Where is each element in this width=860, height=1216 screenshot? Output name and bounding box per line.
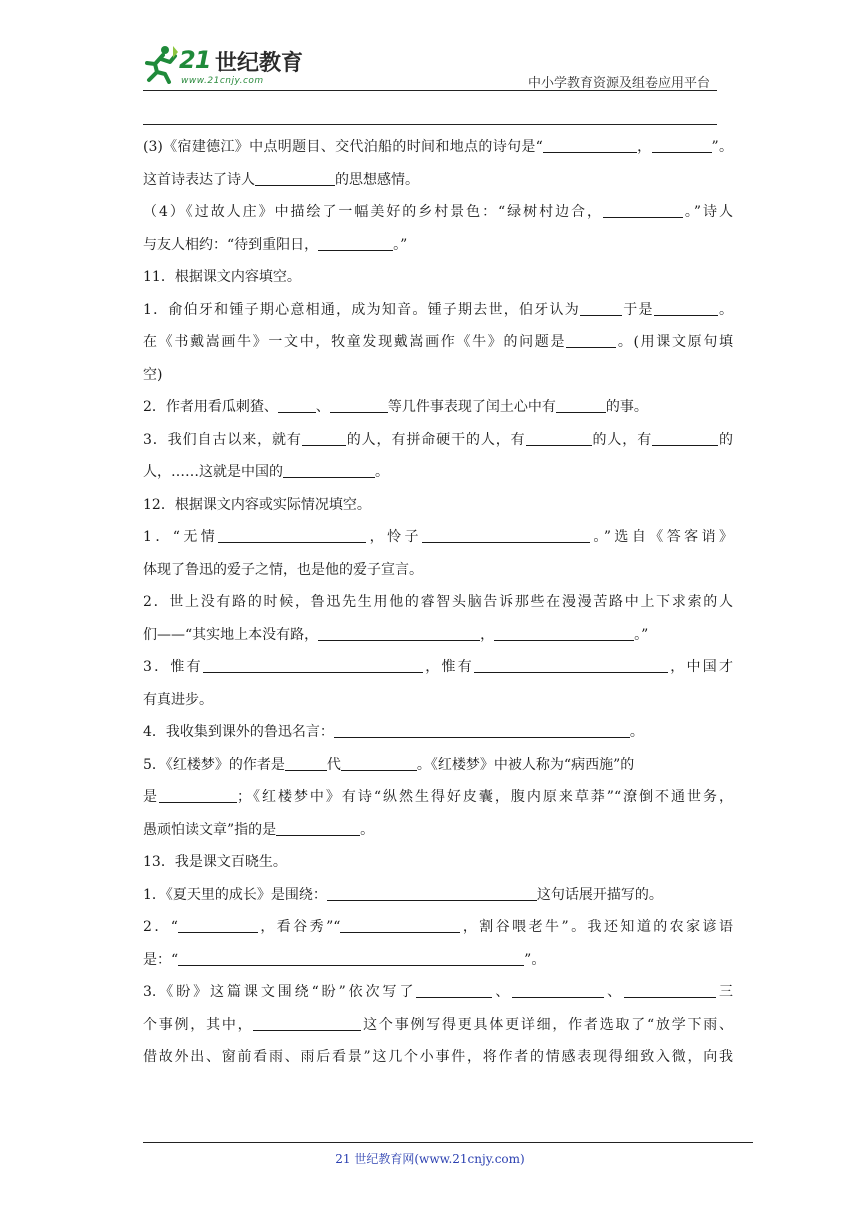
text-line: 2．作者用看瓜刺猹、 、 等几件事表现了闰土心中有 的事。 — [143, 391, 733, 424]
answer-blank[interactable] — [178, 916, 258, 933]
text-line: 体现了鲁迅的爱子之情，也是他的爱子宣言。 — [143, 561, 423, 578]
text-line: 2．世上没有路的时候，鲁迅先生用他的睿智头脑告诉那些在漫漫苦路中上下求索的人 — [143, 594, 733, 610]
answer-blank[interactable] — [422, 526, 590, 543]
text-line: (3)《宿建德江》中点明题目、交代泊船的时间和地点的诗句是“ ， ”。 — [143, 131, 733, 164]
text-line: 这首诗表达了诗人 的思想感情。 — [143, 164, 733, 197]
text-line: 是 ；《红楼梦中》有诗“纵然生得好皮囊，腹内原来草莽”“潦倒不通世务， — [143, 781, 733, 814]
answer-blank[interactable] — [318, 624, 480, 641]
header-divider — [143, 90, 717, 91]
answer-blank[interactable] — [624, 981, 716, 998]
text-line: 1．《夏天里的成长》是围绕： 这句话展开描写的。 — [143, 879, 733, 912]
answer-blank[interactable] — [278, 396, 316, 413]
text-line: 们——“其实地上本没有路， ， 。” — [143, 619, 733, 652]
answer-blank[interactable] — [654, 299, 718, 316]
answer-blank[interactable] — [580, 299, 622, 316]
text-line: 借故外出、窗前看雨、雨后看景”这几个小事件，将作者的情感表现得细致入微，向我 — [143, 1049, 733, 1065]
answer-blank[interactable] — [255, 169, 335, 186]
runner-icon — [143, 44, 179, 84]
answer-blank[interactable] — [652, 136, 712, 153]
text-line: 1．“无情 ，怜子 。”选自《答客诮》 — [143, 521, 733, 554]
logo-text: 世纪教育 — [215, 51, 304, 76]
text-line: 与友人相约：“待到重阳日， 。” — [143, 229, 733, 262]
answer-blank[interactable] — [327, 884, 537, 901]
text-line: （4）《过故人庄》中描绘了一幅美好的乡村景色：“绿树村边合， 。”诗人 — [143, 196, 733, 229]
page-header — [0, 0, 860, 130]
site-logo[interactable] — [143, 44, 313, 94]
answer-blank[interactable] — [474, 656, 668, 673]
logo-url: www.21cnjy.com — [181, 76, 264, 86]
text-line: 3．我们自古以来，就有 的人，有拼命硬干的人，有 的人，有 的 — [143, 424, 733, 457]
text-line: 人，……这就是中国的 。 — [143, 456, 733, 489]
text-line: 空) — [143, 366, 163, 383]
text-line: 4．我收集到课外的鲁迅名言： 。 — [143, 716, 733, 749]
footer-link[interactable]: 21 世纪教育网(www.21cnjy.com) — [335, 1152, 525, 1166]
text-line: 2．“ ，看谷秀”“ ，割谷喂老牛”。我还知道的农家谚语 — [143, 911, 733, 944]
content-top-rule — [143, 124, 717, 125]
answer-blank[interactable] — [285, 754, 327, 771]
text-line: 3．惟有 ，惟有 ，中国才 — [143, 651, 733, 684]
answer-blank[interactable] — [512, 981, 604, 998]
question-heading: 12．根据课文内容或实际情况填空。 — [143, 496, 371, 513]
answer-blank[interactable] — [178, 949, 524, 966]
answer-blank[interactable] — [218, 526, 366, 543]
footer-divider — [143, 1142, 753, 1143]
answer-blank[interactable] — [494, 624, 634, 641]
answer-blank[interactable] — [253, 1014, 361, 1031]
answer-blank[interactable] — [526, 429, 592, 446]
answer-blank[interactable] — [330, 396, 388, 413]
text-line: 3.《盼》这篇课文围绕“盼”依次写了 、 、 三 — [143, 976, 733, 1009]
text-line: 有真进步。 — [143, 691, 213, 708]
answer-blank[interactable] — [340, 916, 460, 933]
answer-blank[interactable] — [556, 396, 606, 413]
answer-blank[interactable] — [652, 429, 718, 446]
answer-blank[interactable] — [416, 981, 492, 998]
worksheet-body — [143, 131, 733, 1074]
header-tagline: 中小学教育资源及组卷应用平台 — [527, 76, 710, 91]
text-line: 是：“ ”。 — [143, 944, 733, 977]
text-line: 5．《红楼梦》的作者是 代 。《红楼梦》中被人称为“病西施”的 — [143, 749, 733, 782]
text-line: 个事例，其中， 这个事例写得更具体更详细，作者选取了“放学下雨、 — [143, 1009, 733, 1042]
answer-blank[interactable] — [283, 461, 375, 478]
answer-blank[interactable] — [302, 429, 346, 446]
question-heading: 11．根据课文内容填空。 — [143, 269, 301, 285]
answer-blank[interactable] — [159, 786, 237, 803]
logo-number: 21 — [179, 46, 211, 74]
text-line: 1．俞伯牙和锺子期心意相通，成为知音。锺子期去世，伯牙认为 于是 。 — [143, 294, 733, 327]
answer-blank[interactable] — [341, 754, 417, 771]
page-footer — [0, 1150, 860, 1167]
answer-blank[interactable] — [603, 201, 683, 218]
text-line: 在《书戴嵩画牛》一文中，牧童发现戴嵩画作《牛》的问题是 。(用课文原句填 — [143, 326, 733, 359]
answer-blank[interactable] — [203, 656, 423, 673]
question-heading: 13．我是课文百晓生。 — [143, 854, 287, 870]
answer-blank[interactable] — [276, 819, 360, 836]
answer-blank[interactable] — [334, 721, 630, 738]
answer-blank[interactable] — [543, 136, 637, 153]
answer-blank[interactable] — [566, 331, 616, 348]
answer-blank[interactable] — [318, 234, 393, 251]
text-line: 愚顽怕读文章”指的是 。 — [143, 814, 733, 847]
